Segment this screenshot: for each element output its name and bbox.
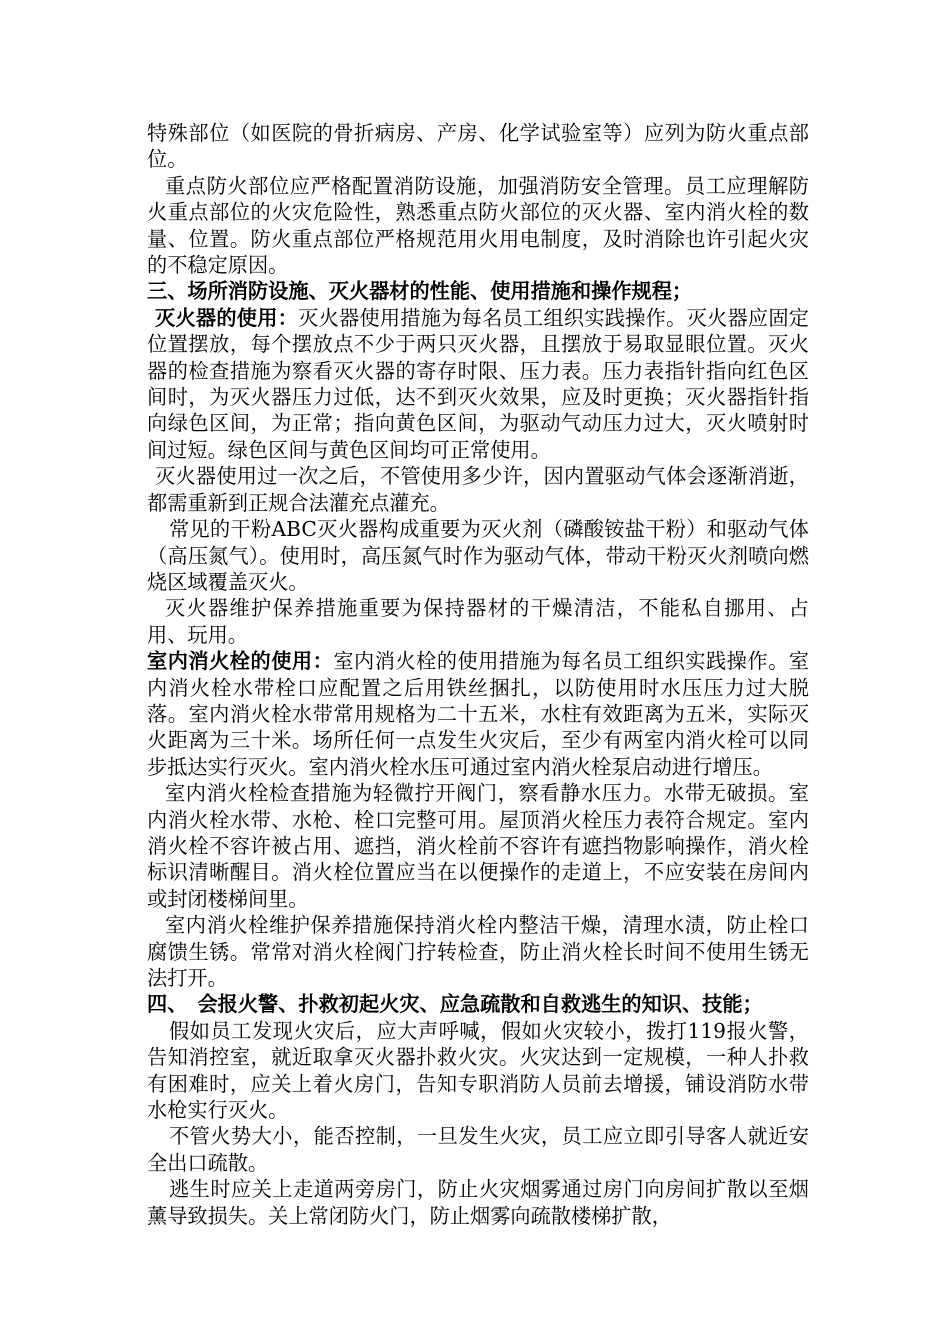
paragraph-escape: 逃生时应关上走道两旁房门，防止火灾烟雾通过房门向房间扩散以至烟薰导致损失。关上常闭防火门，防止烟雾向疏散楼梯扩散，	[147, 1177, 809, 1228]
paragraph-key-areas-definition: 特殊部位（如医院的骨折病房、产房、化学试验室等）应列为防火重点部位。	[147, 121, 809, 172]
paragraph-extinguisher-refill: 灭火器使用过一次之后，不管使用多少许，因内置驱动气体会逐渐消逝，都需重新到正规合法灌充点灌充。	[147, 464, 809, 515]
paragraph-extinguisher-maintenance: 灭火器维护保养措施重要为保持器材的干燥清洁，不能私自挪用、占用、玩用。	[147, 596, 809, 647]
extinguisher-usage-label: 灭火器的使用：	[155, 305, 299, 330]
hydrant-usage-text: 室内消火栓的使用措施为每名员工组织实践操作。室内消火栓水带栓口应配置之后用铁丝捆扎，以防使用时水压压力过大脱落。室内消火栓水带常用规格为二十五米，水柱有效距离为五米，实际灭火距离为三十米。场所任何一点发生火灾后，至少有两室内消火栓可以同步抵达实行灭火。室内消火栓水压可通过室内消火栓泵启动进行增压。	[147, 649, 809, 779]
document-body	[147, 120, 809, 1229]
extinguisher-usage-text: 灭火器使用措施为每名员工组织实践操作。灭火器应固定位置摆放，每个摆放点不少于两只灭火器，且摆放于易取显眼位置。灭火器的检查措施为察看灭火器的寄存时限、压力表。压力表指针指向红色区间时，为灭火器压力过低，达不到灭火效果，应及时更换；灭火器指针指向绿色区间，为正常；指向黄色区间，为驱动气动压力过大，灭火喷射时间过短。绿色区间与黄色区间均可正常使用。	[147, 305, 809, 462]
paragraph-hydrant-maintenance: 室内消火栓维护保养措施保持消火栓内整洁干燥，清理水渍，防止栓口腐馈生锈。常常对消火栓阀门拧转检查，防止消火栓长时间不使用生锈无法打开。	[147, 913, 809, 990]
paragraph-extinguisher-usage	[147, 305, 809, 463]
paragraph-fire-report: 假如员工发现火灾后，应大声呼喊，假如火灾较小，拨打119报火警，告知消控室，就近取拿灭火器扑救火灾。火灾达到一定规模，一种人扑救有困难时，应关上着火房门，告知专职消防人员前去增援，铺设消防水带水枪实行灭火。	[147, 1018, 809, 1123]
section-heading-3: 三、场所消防设施、灭火器材的性能、使用措施和操作规程；	[147, 279, 693, 304]
paragraph-evacuation: 不管火势大小，能否控制，一旦发生火灾，员工应立即引导客人就近安全出口疏散。	[147, 1124, 809, 1175]
paragraph-hydrant-usage	[147, 648, 809, 780]
paragraph-abc-extinguisher: 常见的干粉ABC灭火器构成重要为灭火剂（磷酸铵盐干粉）和驱动气体（高压氮气）。使用时，高压氮气时作为驱动气体，带动干粉灭火剂喷向燃烧区域覆盖灭火。	[147, 517, 809, 594]
hydrant-usage-label: 室内消火栓的使用：	[147, 649, 334, 674]
paragraph-key-areas-management: 重点防火部位应严格配置消防设施，加强消防安全管理。员工应理解防火重点部位的火灾危险性，熟悉重点防火部位的灭火器、室内消火栓的数量、位置。防火重点部位严格规范用火用电制度，及时消除也许引起火灾的不稳定原因。	[147, 173, 809, 278]
section-heading-4: 四、 会报火警、扑救初起火灾、应急疏散和自救逃生的知识、技能；	[147, 992, 763, 1017]
paragraph-hydrant-inspection: 室内消火栓检查措施为轻微拧开阀门，察看静水压力。水带无破损。室内消火栓水带、水枪、栓口完整可用。屋顶消火栓压力表符合规定。室内消火栓不容许被占用、遮挡，消火栓前不容许有遮挡物影响操作，消火栓标识清晰醒目。消火栓位置应当在以便操作的走道上，不应安装在房间内或封闭楼梯间里。	[147, 781, 809, 911]
